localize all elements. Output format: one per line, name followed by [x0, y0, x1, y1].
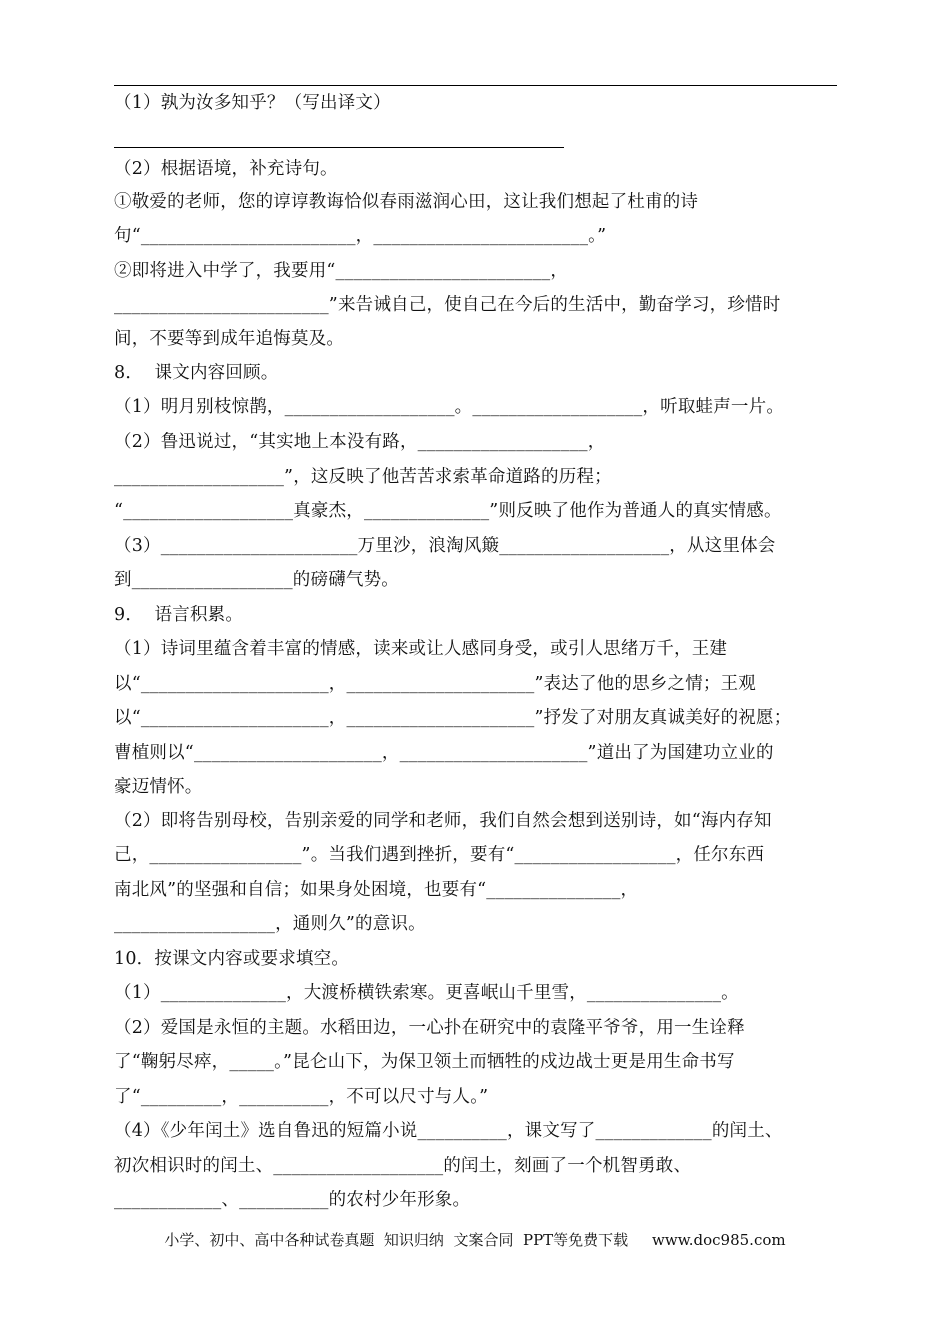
q10-part1[interactable]: （1）______________，大渡桥横铁索寒。更喜岷山千里雪，_______________。: [114, 983, 739, 1003]
footer-text: 小学、初中、高中各种试卷真题 知识归纳 文案合同 PPT等免费下载 www.doc985.com: [164, 1231, 786, 1249]
q7-part1-prompt: （1）孰为汝多知乎？（写出译文）: [114, 93, 391, 113]
q9-part2-intro: （2）即将告别母校，告别亲爱的同学和老师，我们自然会想到送别诗，如“海内存知: [114, 811, 772, 831]
q9-part1-caozhi[interactable]: 曹植则以“_____________________，_____________________”道出了为国建功立业的: [114, 743, 774, 763]
q9-part1-end: 豪迈情怀。: [114, 777, 203, 797]
q8-part3[interactable]: （3）______________________万里沙，浪淘风簸___________________，从这里体会: [114, 536, 776, 556]
q10-heading: 10．按课文内容或要求填空。: [114, 949, 350, 969]
q10-part2: （2）爱国是永恒的主题。水稻田边，一心扑在研究中的袁隆平爷爷，用一生诠释: [114, 1018, 745, 1038]
q7-part2-item2-text[interactable]: ②即将进入中学了，我要用“________________________，: [114, 261, 569, 281]
q10-part4-cont[interactable]: 初次相识时的闰土、___________________的闰土，刻画了一个机智勇敢、: [114, 1156, 692, 1176]
q9-part2-blanks1[interactable]: 己，_________________”。当我们遇到挫折，要有“__________________，任尔东西: [114, 845, 765, 865]
q9-part1-wangjian[interactable]: 以“_____________________，_____________________”表达了他的思乡之情；王观: [114, 674, 756, 694]
q9-part2-end[interactable]: __________________，通则久”的意识。: [114, 914, 426, 934]
q10-part4-end[interactable]: ____________、__________的农村少年形象。: [114, 1190, 471, 1210]
q7-part2-prompt: （2）根据语境，补充诗句。: [114, 159, 338, 179]
q7-part2-item2-end: 间，不要等到成年追悔莫及。: [114, 329, 345, 349]
q8-part1[interactable]: （1）明月别枝惊鹊，___________________。___________________，听取蛙声一片。: [114, 397, 785, 417]
q8-part2[interactable]: （2）鲁迅说过，“其实地上本没有路，___________________，: [114, 432, 606, 452]
top-rule: [114, 85, 837, 86]
q7-part2-item1-text: ①敬爱的老师，您的谆谆教诲恰似春雨滋润心田，这让我们想起了杜甫的诗: [114, 192, 699, 212]
q8-part2-cont[interactable]: ___________________”，这反映了他苦苦求索革命道路的历程；: [114, 467, 612, 487]
q10-part2-end[interactable]: 了“_________，__________，不可以尺寸与人。”: [114, 1087, 489, 1107]
q7-part2-item1-blanks[interactable]: 句“________________________，________________________。”: [114, 226, 607, 246]
q10-part2-cont[interactable]: 了“鞠躬尽瘁，_____。”昆仑山下，为保卫领土而牺牲的戍边战士更是用生命书写: [114, 1052, 735, 1072]
q8-heading: 8． 课文内容回顾。: [114, 363, 279, 383]
q8-part3-cont[interactable]: 到__________________的磅礴气势。: [114, 570, 399, 590]
q7-part2-item2-cont[interactable]: ________________________”来告诫自己，使自己在今后的生活中，勤奋学习，珍惜时: [114, 295, 781, 315]
q9-heading: 9． 语言积累。: [114, 605, 244, 625]
q9-part2-blanks2[interactable]: 南北风”的坚强和自信；如果身处困境，也要有“_______________，: [114, 880, 639, 900]
q7-part1-answer-line[interactable]: [114, 147, 564, 148]
q9-part1-intro: （1）诗词里蕴含着丰富的情感，读来或让人感同身受，或引人思绪万千，王建: [114, 639, 728, 659]
q10-part4[interactable]: （4）《少年闰土》选自鲁迅的短篇小说__________，课文写了_____________的闰土、: [114, 1121, 783, 1141]
q8-part2-quote[interactable]: “___________________真豪杰，______________”则反映了他作为普通人的真实情感。: [114, 501, 782, 521]
q9-part1-wangguan[interactable]: 以“_____________________，_____________________”抒发了对朋友真诚美好的祝愿；: [114, 708, 792, 728]
